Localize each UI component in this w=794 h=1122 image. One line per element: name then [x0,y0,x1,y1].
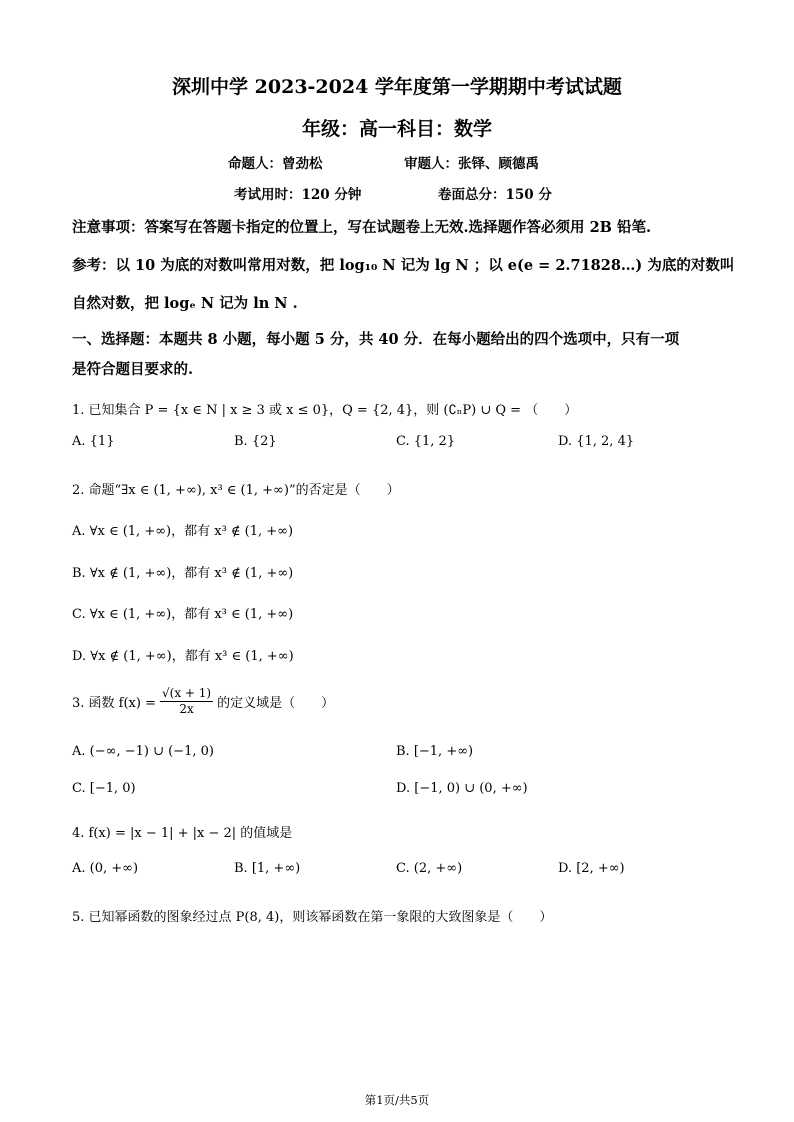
section-heading-line-1: 一、选择题：本题共 8 小题，每小题 5 分，共 40 分．在每小题给出的四个选项中，只有一项 [72,331,680,348]
question-2-option-d: D. ∀x ∉ (1, +∞)，都有 x³ ∈ (1, +∞) [72,649,294,664]
question-3-option-c: C. [−1, 0) [72,781,136,796]
question-1-stem: 1. 已知集合 P = {x ∈ N | x ≥ 3 或 x ≤ 0}，Q = {2, 4}，则 (∁ₙP) ∪ Q = （ ） [72,403,578,418]
question-4-option-d: D. [2, +∞) [558,861,625,876]
page-title: 深圳中学 2023-2024 学年度第一学期期中考试试题 [172,76,622,98]
section-heading-line-2: 是符合题目要求的. [72,361,194,378]
page-footer: 第1页/共5页 [364,1093,430,1107]
question-3-option-a: A. (−∞, −1) ∪ (−1, 0) [72,744,214,759]
question-1-option-c: C. {1, 2} [396,434,456,449]
question-2-option-a: A. ∀x ∈ (1, +∞)，都有 x³ ∉ (1, +∞) [72,524,294,539]
question-1-option-b: B. {2} [234,434,277,449]
question-5-stem: 5. 已知幂函数的图象经过点 P(8, 4)，则该幂函数在第一象限的大致图象是（ ） [72,910,553,925]
question-3-denominator: 2x [179,702,194,716]
question-3-stem-suffix: 的定义域是（ ） [217,696,335,711]
reviewer-label: 审题人：张铎、顾德禹 [404,156,539,172]
question-3-stem-prefix: 3. 函数 f(x) = [72,696,156,711]
question-4-option-c: C. (2, +∞) [396,861,463,876]
reference-line-1: 参考：以 10 为底的对数叫常用对数，把 log₁₀ N 记为 lg N ；以 e(e = 2.71828…) 为底的对数叫 [72,257,735,274]
question-4-option-a: A. (0, +∞) [72,861,139,876]
total-score-label: 卷面总分：150 分 [438,187,552,203]
question-3-numerator: √(x + 1) [161,686,212,700]
exam-time-label: 考试用时：120 分钟 [234,187,362,203]
author-label: 命题人：曾劲松 [228,156,323,172]
question-3-option-d: D. [−1, 0) ∪ (0, +∞) [396,781,528,796]
question-1-option-a: A. {1} [72,434,115,449]
page-subtitle: 年级：高一科目：数学 [301,118,492,140]
question-4-option-b: B. [1, +∞) [234,861,301,876]
question-2-stem: 2. 命题“∃x ∈ (1, +∞), x³ ∈ (1, +∞)”的否定是（ ） [72,483,400,498]
question-4-stem: 4. f(x) = |x − 1| + |x − 2| 的值域是 [72,826,293,841]
question-2-option-b: B. ∀x ∉ (1, +∞)，都有 x³ ∉ (1, +∞) [72,566,294,581]
question-3-stem [72,686,334,717]
question-3-fraction [160,686,213,717]
notice-text: 注意事项：答案写在答题卡指定的位置上，写在试题卷上无效.选择题作答必须用 2B 铅笔. [72,219,652,236]
question-3-option-b: B. [−1, +∞) [396,744,474,759]
question-2-option-c: C. ∀x ∈ (1, +∞)，都有 x³ ∈ (1, +∞) [72,607,294,622]
reference-line-2: 自然对数，把 logₑ N 记为 ln N . [72,295,298,312]
question-1-option-d: D. {1, 2, 4} [558,434,635,449]
